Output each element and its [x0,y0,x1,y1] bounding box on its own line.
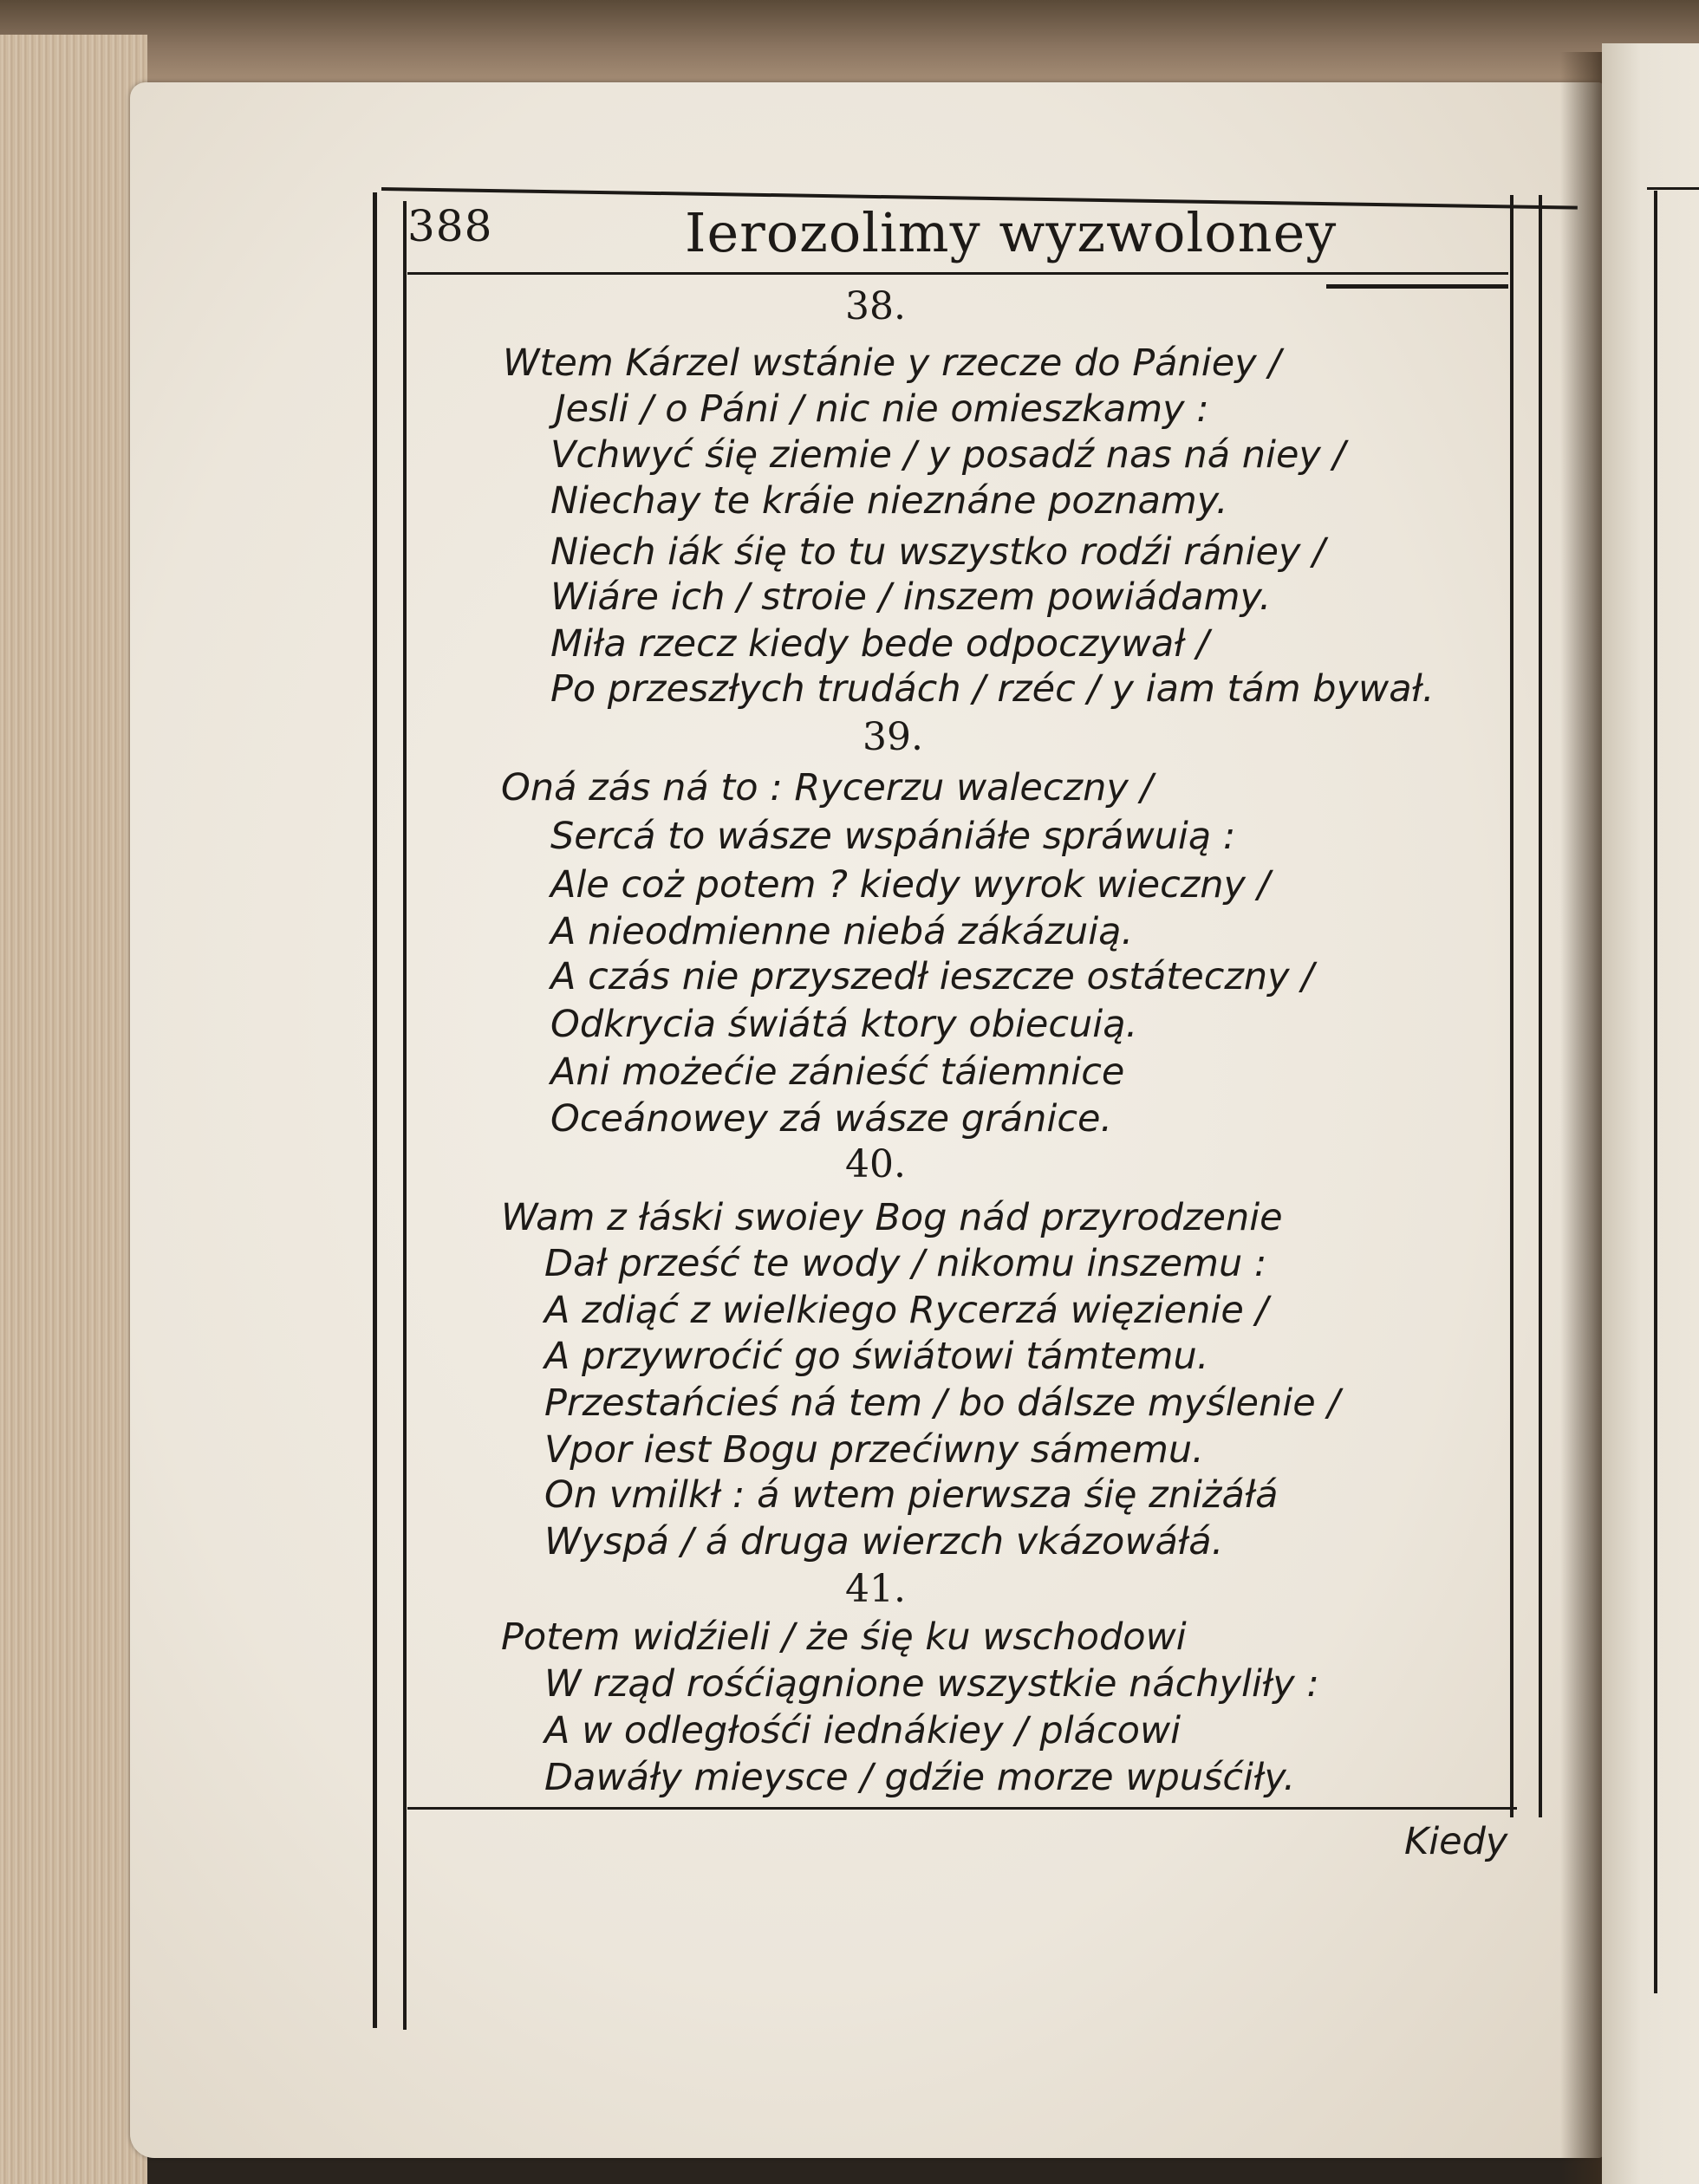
running-title: Ierozolimy wyzwoloney [685,201,1338,264]
catchword: Kiedy [1404,1820,1508,1863]
right-page-top-rule [1647,187,1699,190]
verse-line: Niech iák śię to tu wszystko rodźi rániey / [550,530,1325,574]
verse-line: A w odległośći iednákiey / plácowi [544,1709,1181,1752]
verse-line: Potem widźieli / że śię ku wschodowi [501,1615,1187,1659]
verse-line: Odkrycia świátá ktory obiecuią. [550,1003,1138,1046]
verse-line: A przywroćić go świátowi támtemu. [544,1335,1209,1378]
verse-line: On vmilkł : á wtem pierwsza śię zniżáłá [544,1473,1279,1517]
verse-line: A zdiąć z wielkiego Rycerzá więzienie / [544,1289,1268,1332]
verse-line: Oceánowey zá wásze gránice. [550,1097,1113,1141]
verse-line: Niechay te kráie nieznáne poznamy. [550,479,1228,523]
verse-line: Wiáre ich / stroie / inszem powiádamy. [550,575,1272,619]
verse-line: Miła rzecz kiedy bede odpoczywał / [550,622,1209,666]
verse-line: Wyspá / á druga wierzch vkázowáłá. [544,1520,1224,1563]
stanza-number: 39. [863,715,923,759]
verse-line: Wam z łáski swoiey Bog nád przyrodzenie [501,1196,1283,1239]
verse-line: A nieodmienne niebá zákázuią. [550,910,1134,953]
verse-line: Vpor iest Bogu przećiwny sámemu. [544,1428,1204,1472]
stanza-number: 41. [845,1567,906,1611]
header-rule-extension [1326,284,1508,289]
verse-line: Po przeszłych trudách / rzéc / y iam tám bywał. [550,667,1435,711]
frame-left-inner-rule [403,201,407,2030]
footer-rule [407,1807,1517,1810]
frame-right-outer-rule [1539,195,1542,1817]
right-page-edge [1602,43,1699,2184]
page-stack-edge [0,35,147,2184]
verse-line: Dał prześć te wody / nikomu inszemu : [544,1242,1267,1285]
verse-line: Ani możećie zánieść táiemnice [550,1050,1125,1094]
verse-line: Jesli / o Páni / nic nie omieszkamy : [555,387,1209,431]
verse-line: Vchwyć śię ziemie / y posadź nas ná niey / [550,433,1346,477]
verse-line: Przestańcieś ná tem / bo dálsze myślenie / [544,1381,1340,1425]
verse-line: W rząd rośćiągnione wszystkie náchyliły : [544,1662,1319,1706]
verse-line: Wtem Kárzel wstánie y rzecze do Pániey / [503,341,1281,385]
page-number: 388 [407,201,493,251]
right-page-rule [1654,191,1657,1993]
verse-line: A czás nie przyszedł ieszcze ostáteczny / [550,955,1314,998]
stanza-number: 40. [845,1142,906,1186]
header-rule [407,272,1508,275]
verse-line: Sercá to wásze wspániáłe spráwuią : [550,815,1236,858]
verse-line: Oná zás ná to : Rycerzu waleczny / [501,766,1153,809]
stanza-number: 38. [845,284,906,328]
verse-line: Dawáły mieysce / gdźie morze wpuśćiły. [544,1756,1296,1799]
frame-right-inner-rule [1510,195,1513,1817]
verse-line: Ale coż potem ? kiedy wyrok wieczny / [550,863,1271,907]
frame-left-outer-rule [373,192,377,2028]
